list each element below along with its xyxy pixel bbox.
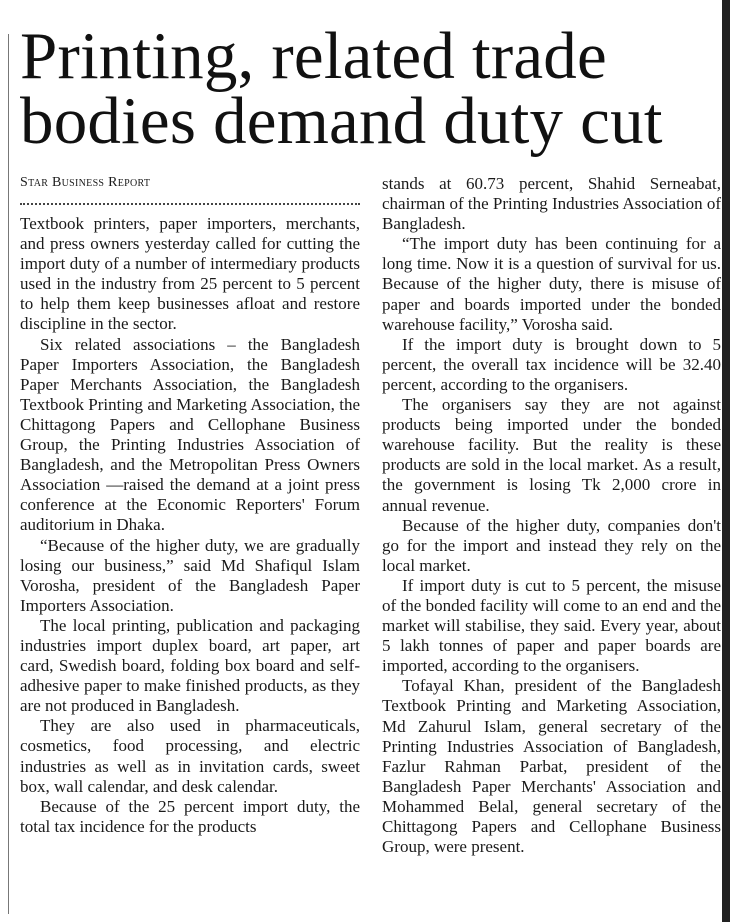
paragraph: The local printing, publication and packaging industries import duplex board, art paper, art card, Swedish board, folding box board and self-adhesive paper to make finished products, as they are not produced in Bangladesh. xyxy=(20,615,360,716)
article-column-left xyxy=(20,174,360,837)
article-column-right xyxy=(382,174,721,857)
paragraph: Textbook printers, paper importers, merchants, and press owners yesterday called for cutting the import duty of a number of intermediary products used in the industry from 25 percent to 5 percent to help them keep businesses afloat and restore discipline in the sector. xyxy=(20,214,360,334)
paragraph: Because of the 25 percent import duty, the total tax incidence for the products xyxy=(20,796,360,836)
byline-dotted-divider xyxy=(20,192,360,205)
left-column-rule xyxy=(8,34,9,914)
article-headline: Printing, related trade bodies demand duty cut xyxy=(20,19,663,158)
byline: Star Business Report xyxy=(20,175,151,190)
paragraph: “Because of the higher duty, we are gradually losing our business,” said Md Shafiqul Islam Vorosha, president of the Bangladesh Paper Importers Association. xyxy=(20,535,360,615)
paragraph: If import duty is cut to 5 percent, the misuse of the bonded facility will come to an end and the market will stabilise, they said. Every year, about 5 lakh tonnes of paper and paper boards are imported, according to the organisers. xyxy=(382,575,721,676)
paragraph: Because of the higher duty, companies don't go for the import and instead they rely on the local market. xyxy=(382,515,721,575)
paragraph: If the import duty is brought down to 5 percent, the overall tax incidence will be 32.40 percent, according to the organisers. xyxy=(382,334,721,394)
paragraph: stands at 60.73 percent, Shahid Serneabat, chairman of the Printing Industries Association of Bangladesh. xyxy=(382,174,721,234)
paragraph: “The import duty has been continuing for a long time. Now it is a question of survival for us. Because of the higher duty, there is misuse of paper and boards imported under the bonded warehouse facility,” Vorosha said. xyxy=(382,234,721,334)
paragraph: Six related associations – the Bangladesh Paper Importers Association, the Bangladesh Paper Merchants Association, the Bangladesh Textbook Printing and Marketing Association, the Chittagong Papers and Cellophane Business Group, the Printing Industries Association of Bangladesh, and the Metropolitan Press Owners Association —raised the demand at a joint press conference at the Economic Reporters' Forum auditorium in Dhaka. xyxy=(20,334,360,535)
paragraph: They are also used in pharmaceuticals, cosmetics, food processing, and electric industries as well as in invitation cards, sweet box, wall calendar, and desk calendar. xyxy=(20,716,360,796)
right-edge-bar xyxy=(722,0,730,922)
paragraph: The organisers say they are not against products being imported under the bonded warehouse facility. But the reality is these products are sold in the local market. As a result, the government is losing Tk 2,000 crore in annual revenue. xyxy=(382,395,721,515)
paragraph: Tofayal Khan, president of the Bangladesh Textbook Printing and Marketing Association, Md Zahurul Islam, general secretary of the Printing Industries Association of Bangladesh, Fazlur Rahman Parbat, president of the Bangladesh Paper Merchants' Association and Mohammed Belal, general secretary of the Chittagong Papers and Cellophane Business Group, were present. xyxy=(382,676,721,857)
